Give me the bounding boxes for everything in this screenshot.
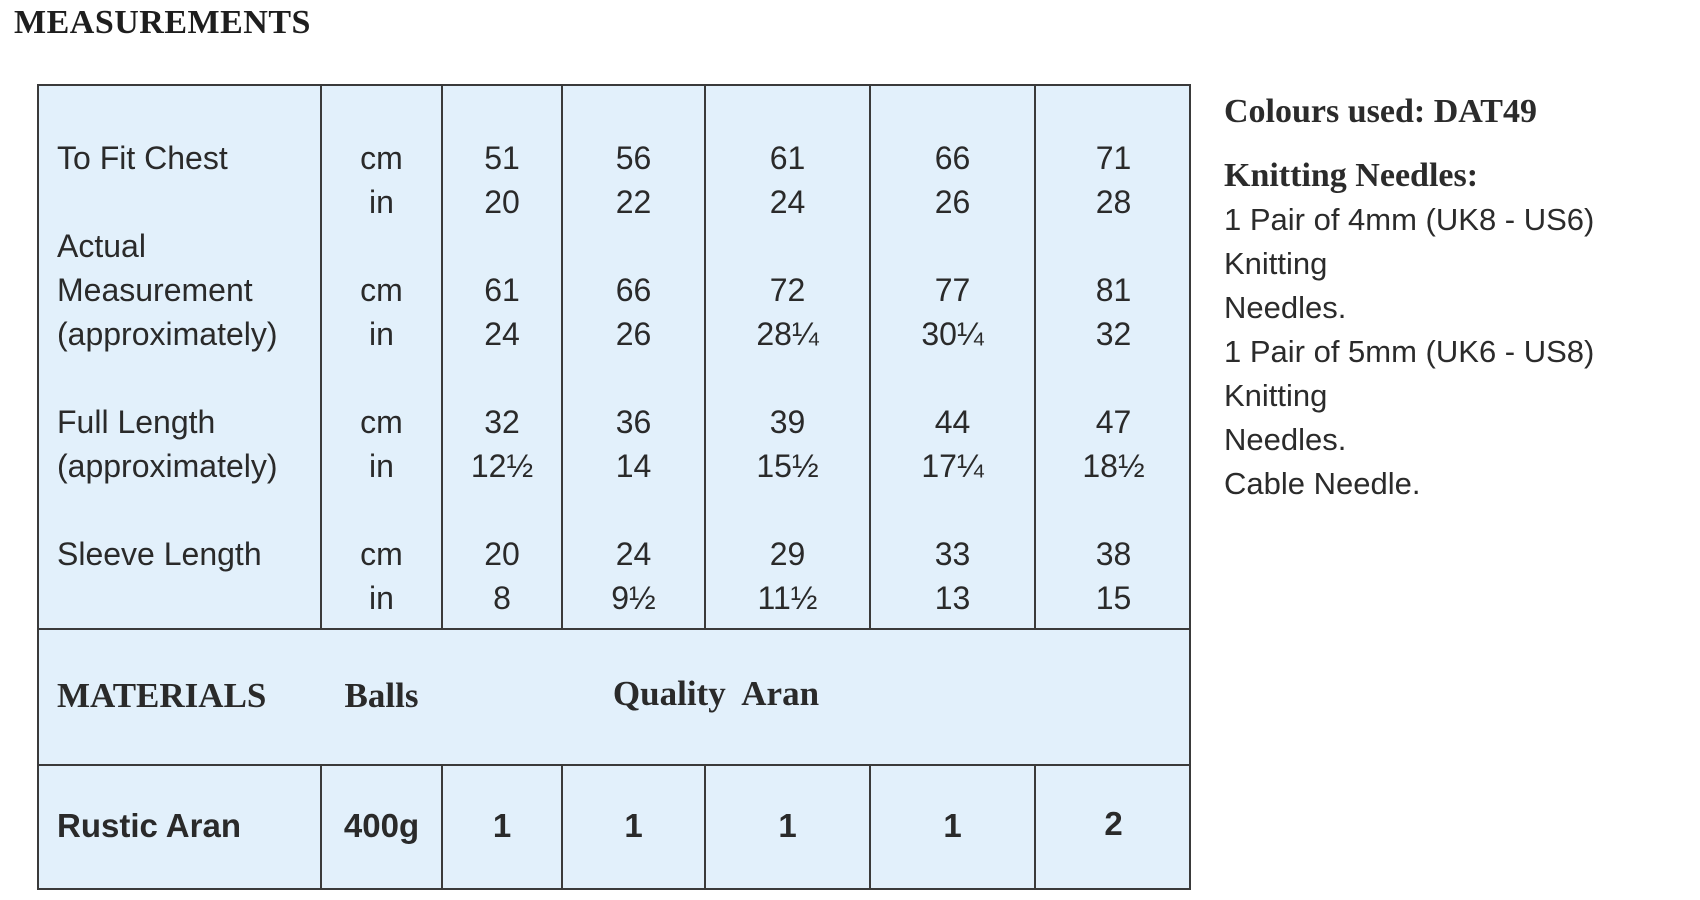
value-cell: 24: [769, 184, 806, 220]
value-cell: 28: [1095, 184, 1132, 220]
divider: [39, 764, 1189, 766]
value-cell: 18½: [1082, 448, 1145, 484]
value-cell: 8: [493, 580, 511, 616]
row-label: Actual: [57, 228, 146, 264]
row-label: Measurement: [57, 272, 253, 308]
side-notes: [1224, 90, 1694, 506]
value-cell: 20: [484, 536, 520, 572]
yarn-weight: 400g: [343, 807, 420, 844]
value-cell: 15½: [756, 448, 819, 484]
value-cell: 29: [769, 536, 806, 572]
unit-cm: cm: [360, 140, 403, 176]
value-cell: 44: [934, 404, 971, 440]
value-cell: 32: [484, 404, 520, 440]
value-cell: 14: [615, 448, 652, 484]
row-label: (approximately): [57, 316, 278, 352]
needles-heading: Knitting Needles:: [1224, 157, 1479, 194]
value-cell: 13: [934, 580, 971, 616]
needles-line: Cable Needle.: [1224, 466, 1421, 501]
unit-in: in: [369, 580, 394, 616]
value-cell: 72: [769, 272, 806, 308]
row-label: Full Length: [57, 404, 216, 440]
value-cell: 66: [615, 272, 652, 308]
value-cell: 81: [1095, 272, 1132, 308]
materials-label: MATERIALS: [57, 676, 267, 715]
value-cell: 22: [615, 184, 652, 220]
value-cell: 11½: [757, 580, 818, 616]
needles-line: Needles.: [1224, 290, 1347, 325]
divider: [39, 628, 1189, 630]
unit-cm: cm: [360, 404, 403, 440]
value-cell: 24: [615, 536, 652, 572]
value-cell: 61: [769, 140, 806, 176]
value-cell: 61: [484, 272, 520, 308]
unit-cm: cm: [360, 272, 403, 308]
page-title: MEASUREMENTS: [14, 4, 311, 41]
row-label: To Fit Chest: [57, 140, 228, 176]
value-cell: 17¼: [921, 448, 984, 484]
balls-cell: 1: [624, 807, 643, 844]
materials-unit: Balls: [344, 676, 419, 715]
value-cell: 51: [484, 140, 520, 176]
needles-line: Needles.: [1224, 422, 1347, 457]
value-cell: 38: [1095, 536, 1132, 572]
value-cell: 77: [934, 272, 971, 308]
value-cell: 56: [615, 140, 652, 176]
measurements-table: [37, 84, 1191, 890]
value-cell: 15: [1095, 580, 1132, 616]
balls-cell: 1: [778, 807, 797, 844]
balls-cell: 1: [943, 807, 962, 844]
unit-in: in: [369, 448, 394, 484]
value-cell: 36: [615, 404, 652, 440]
balls-cell: 1: [492, 807, 512, 844]
unit-in: in: [369, 184, 394, 220]
row-label: Sleeve Length: [57, 536, 262, 572]
unit-cm: cm: [360, 536, 403, 572]
value-cell: 71: [1095, 140, 1132, 176]
value-cell: 30¼: [921, 316, 984, 352]
value-cell: 28¼: [756, 316, 819, 352]
materials-quality: Quality Aran: [612, 674, 820, 713]
value-cell: 26: [934, 184, 971, 220]
value-cell: 32: [1095, 316, 1132, 352]
yarn-name: Rustic Aran: [57, 807, 241, 844]
value-cell: 24: [484, 316, 520, 352]
value-cell: 47: [1095, 404, 1132, 440]
needles-line: 1 Pair of 4mm (UK8 - US6) Knitting: [1224, 202, 1595, 281]
row-label: (approximately): [57, 448, 278, 484]
value-cell: 20: [484, 184, 520, 220]
value-cell: 26: [615, 316, 652, 352]
value-cell: 12½: [470, 448, 534, 484]
colours-used: Colours used: DAT49: [1224, 93, 1537, 130]
value-cell: 9½: [611, 580, 656, 616]
unit-in: in: [369, 316, 394, 352]
value-cell: 33: [934, 536, 971, 572]
value-cell: 39: [769, 404, 806, 440]
value-cell: 66: [934, 140, 971, 176]
balls-cell: 2: [1104, 805, 1123, 842]
needles-line: 1 Pair of 5mm (UK6 - US8) Knitting: [1224, 334, 1595, 413]
